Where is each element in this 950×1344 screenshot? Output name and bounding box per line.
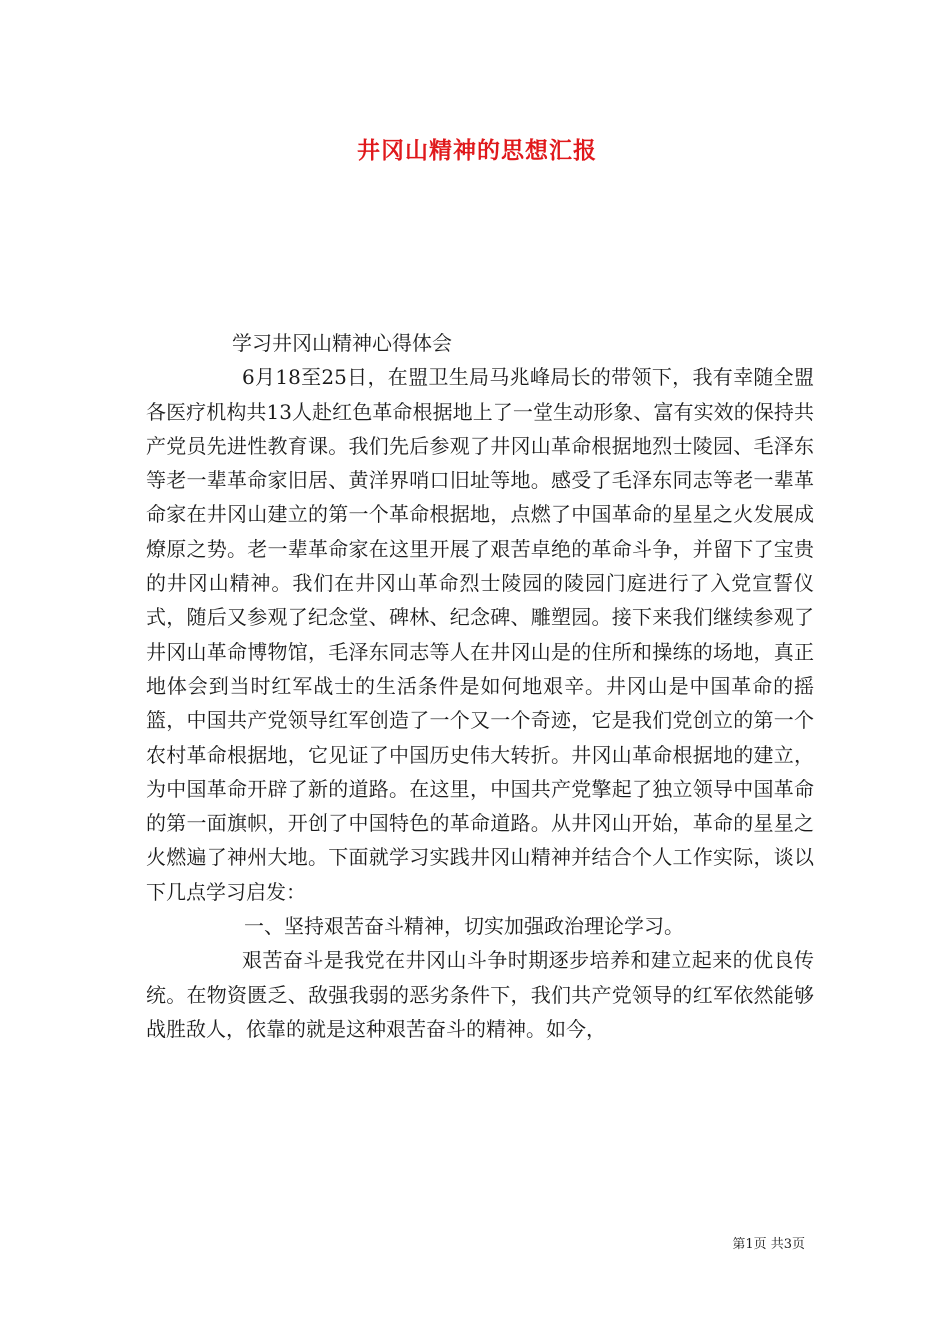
section-heading-1: 一、坚持艰苦奋斗精神，切实加强政治理论学习。 [244, 914, 684, 939]
document-title-text: 井冈山精神的思想汇报 [357, 137, 597, 164]
page-number-footer: 第1页 共3页 [732, 1237, 805, 1252]
document-subtitle: 学习井冈山精神心得体会 [232, 331, 452, 355]
paragraph-1: 6月18至25日，在盟卫生局马兆峰局长的带领下，我有幸随全盟各医疗机构共13人赴红色革命根据地上了一堂生动形象、富有实效的保持共产党员先进性教育课。我们先后参观了井冈山革命根据地烈士陵园、毛泽东等老一辈革命家旧居、黄洋界哨口旧址等地。感受了毛泽东同志等老一辈革命家在井冈山建立的第一个革命根据地，点燃了中国革命的星星之火发展成燎原之势。老一辈革命家在这里开展了艰苦卓绝的革命斗争，并留下了宝贵的井冈山精神。我们在井冈山革命烈士陵园的陵园门庭进行了入党宣誓仪式，随后又参观了纪念堂、碑林、纪念碑、雕塑园。接下来我们继续参观了井冈山革命博物馆，毛泽东同志等人在井冈山是的住所和操练的场地，真正地体会到当时红军战士的生活条件是如何地艰辛。井冈山是中国革命的摇篮，中国共产党领导红军创造了一个又一个奇迹，它是我们党创立的第一个农村革命根据地，它见证了中国历史伟大转折。井冈山革命根据地的建立，为中国革命开辟了新的道路。在这里，中国共产党擎起了独立领导中国革命的第一面旗帜，开创了中国特色的革命道路。从井冈山开始，革命的星星之火燃遍了神州大地。下面就学习实践井冈山精神并结合个人工作实际，谈以下几点学习启发： [146, 365, 814, 904]
paragraph-2: 艰苦奋斗是我党在井冈山斗争时期逐步培养和建立起来的优良传统。在物资匮乏、敌强我弱的恶劣条件下，我们共产党领导的红军依然能够战胜敌人，依靠的就是这种艰苦奋斗的精神。如今， [146, 948, 814, 1041]
document-body [146, 326, 814, 1046]
document-title [0, 132, 950, 165]
